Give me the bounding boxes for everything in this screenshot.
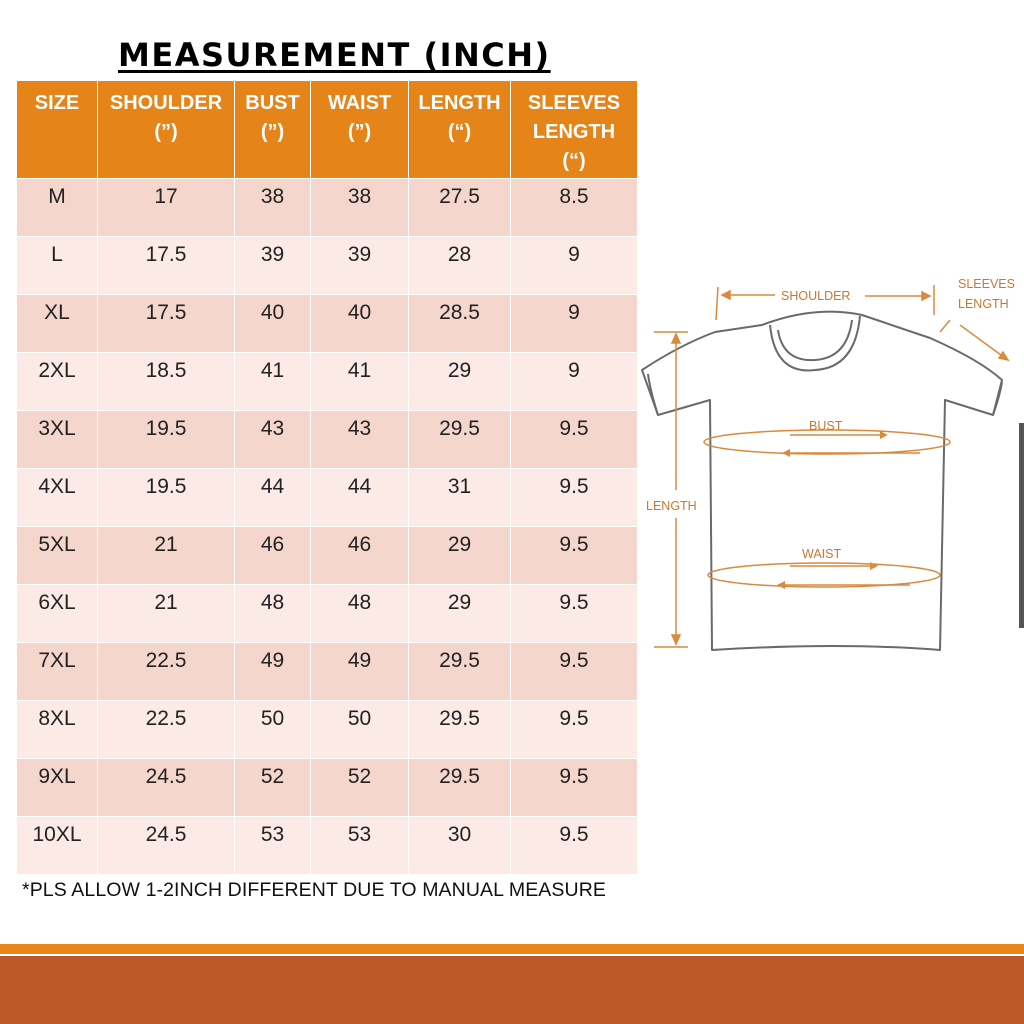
measurement-cell: 43: [311, 411, 409, 469]
measurement-cell: 48: [311, 585, 409, 643]
measurement-cell: 9: [511, 295, 638, 353]
measurement-cell: 9: [511, 237, 638, 295]
column-header: [235, 81, 311, 179]
measurement-cell: 9.5: [511, 411, 638, 469]
column-header-line: (”): [347, 121, 372, 143]
measurement-cell: 29.5: [409, 411, 511, 469]
size-cell: M: [17, 179, 98, 237]
measurement-cell: 29.5: [409, 643, 511, 701]
column-header-line: (“): [562, 150, 586, 172]
measurement-cell: 40: [235, 295, 311, 353]
measurement-cell: 18.5: [98, 353, 235, 411]
table-row: [17, 353, 638, 411]
column-header-line: (”): [260, 121, 285, 143]
measurement-cell: 50: [311, 701, 409, 759]
table-row: [17, 701, 638, 759]
measurement-cell: 41: [235, 353, 311, 411]
column-header: [409, 81, 511, 179]
measurement-cell: 44: [311, 469, 409, 527]
measurement-cell: 21: [98, 585, 235, 643]
column-header: [511, 81, 638, 179]
table-header-row: [17, 81, 638, 179]
measurement-cell: 9: [511, 353, 638, 411]
measurement-cell: 19.5: [98, 469, 235, 527]
measurement-cell: 44: [235, 469, 311, 527]
measurement-cell: 29: [409, 527, 511, 585]
measurement-table: [16, 80, 638, 875]
measurement-cell: 29: [409, 353, 511, 411]
size-cell: 10XL: [17, 817, 98, 875]
measurement-cell: 41: [311, 353, 409, 411]
size-cell: L: [17, 237, 98, 295]
measurement-cell: 29.5: [409, 759, 511, 817]
table-row: [17, 411, 638, 469]
measurement-cell: 50: [235, 701, 311, 759]
measurement-cell: 9.5: [511, 817, 638, 875]
size-cell: 4XL: [17, 469, 98, 527]
column-header-line: BUST: [245, 92, 300, 114]
measurement-cell: 52: [235, 759, 311, 817]
column-header-line: (”): [154, 121, 178, 143]
measurement-cell: 39: [235, 237, 311, 295]
measurement-cell: 24.5: [98, 817, 235, 875]
measurement-cell: 40: [311, 295, 409, 353]
size-cell: 6XL: [17, 585, 98, 643]
measurement-cell: 9.5: [511, 527, 638, 585]
measurement-cell: 28.5: [409, 295, 511, 353]
measurement-cell: 49: [311, 643, 409, 701]
table-row: [17, 237, 638, 295]
measurement-cell: 27.5: [409, 179, 511, 237]
page-title: MEASUREMENT (INCH): [118, 36, 551, 74]
size-cell: 3XL: [17, 411, 98, 469]
measurement-cell: 48: [235, 585, 311, 643]
measurement-cell: 28: [409, 237, 511, 295]
column-header-line: SLEEVES: [527, 92, 621, 114]
table-row: [17, 179, 638, 237]
measurement-cell: 39: [311, 237, 409, 295]
measurement-cell: 9.5: [511, 643, 638, 701]
table-row: [17, 585, 638, 643]
measurement-cell: 9.5: [511, 469, 638, 527]
measurement-cell: 38: [311, 179, 409, 237]
measurement-cell: 8.5: [511, 179, 638, 237]
measurement-cell: 17.5: [98, 295, 235, 353]
column-header-line: (“): [447, 121, 472, 143]
table-row: [17, 817, 638, 875]
measurement-cell: 17.5: [98, 237, 235, 295]
measurement-cell: 46: [311, 527, 409, 585]
measurement-cell: 38: [235, 179, 311, 237]
measurement-cell: 52: [311, 759, 409, 817]
measurement-cell: 21: [98, 527, 235, 585]
measurement-cell: 43: [235, 411, 311, 469]
size-cell: 8XL: [17, 701, 98, 759]
measurement-cell: 29.5: [409, 701, 511, 759]
shoulder-label: SHOULDER: [781, 289, 851, 303]
table-body: [17, 179, 638, 875]
size-cell: 2XL: [17, 353, 98, 411]
column-header: [311, 81, 409, 179]
table-row: [17, 469, 638, 527]
size-cell: 5XL: [17, 527, 98, 585]
measurement-cell: 53: [311, 817, 409, 875]
measurement-cell: 22.5: [98, 643, 235, 701]
length-label: LENGTH: [646, 499, 697, 513]
measurement-cell: 9.5: [511, 701, 638, 759]
column-header-line: WAIST: [327, 92, 392, 114]
measurement-cell: 46: [235, 527, 311, 585]
column-header-line: LENGTH: [418, 92, 501, 114]
tshirt-outline: [642, 312, 1002, 650]
measurement-cell: 9.5: [511, 759, 638, 817]
sleeves-label-line2: LENGTH: [958, 297, 1009, 311]
measurement-cell: 30: [409, 817, 511, 875]
measurement-cell: 53: [235, 817, 311, 875]
footer-band: [0, 956, 1024, 1024]
footer-divider: [0, 944, 1024, 954]
column-header: [17, 81, 98, 179]
sleeves-label-line1: SLEEVES: [958, 277, 1015, 291]
measurement-cell: 17: [98, 179, 235, 237]
table-row: [17, 527, 638, 585]
column-header-line: SHOULDER: [109, 92, 223, 114]
table-row: [17, 643, 638, 701]
measurement-cell: 31: [409, 469, 511, 527]
column-header-line: LENGTH: [532, 121, 616, 143]
column-header: [98, 81, 235, 179]
measurement-cell: 29: [409, 585, 511, 643]
waist-label: WAIST: [802, 547, 842, 561]
column-header-line: SIZE: [34, 92, 80, 114]
size-cell: 7XL: [17, 643, 98, 701]
size-cell: 9XL: [17, 759, 98, 817]
tshirt-measurement-diagram: [640, 270, 1024, 670]
measurement-cell: 24.5: [98, 759, 235, 817]
measurement-cell: 49: [235, 643, 311, 701]
bust-label: BUST: [809, 419, 843, 433]
measurement-cell: 22.5: [98, 701, 235, 759]
table-row: [17, 295, 638, 353]
measurement-cell: 9.5: [511, 585, 638, 643]
measurement-note: *PLS ALLOW 1-2INCH DIFFERENT DUE TO MANUAL MEASURE: [22, 879, 606, 901]
table-row: [17, 759, 638, 817]
size-cell: XL: [17, 295, 98, 353]
measurement-cell: 19.5: [98, 411, 235, 469]
